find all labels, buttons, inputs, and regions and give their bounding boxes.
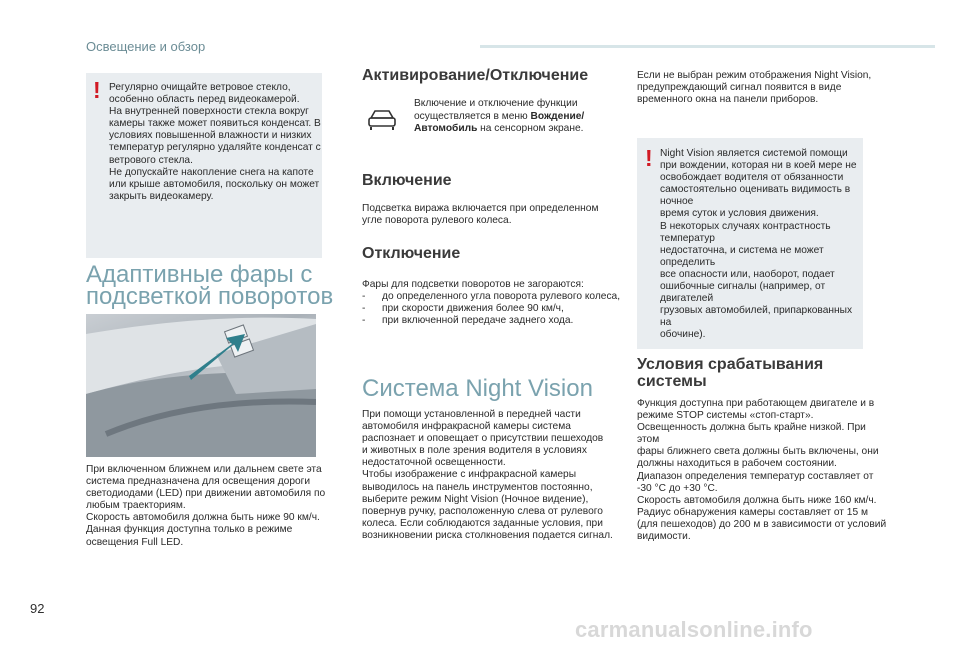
right-intro: Если не выбран режим отображения Night Vision, предупреждающий сигнал появится в виде временного окна на панели приборов.	[637, 70, 872, 106]
enable-title: Включение	[362, 172, 452, 189]
adaptive-lights-title	[86, 261, 334, 310]
header-rule	[480, 45, 935, 48]
adaptive-title-line1: Адаптивные фары с	[86, 261, 313, 288]
headlight-photo	[86, 314, 316, 457]
adaptive-title-line2: подсветкой поворотов	[86, 283, 334, 310]
right-warning-text: Night Vision является системой помощи при вождении, которая ни в коей мере не освобождает водителя от обязанности самостоятельно оценивать видимость в ночное время суток и условия движения. В некоторых случаях контрастность температур недостаточна, и система не может определить все опасности или, наоборот, подает ошибочные сигналы (например, от двигателей грузовых автомобилей, припаркованных на обочине).	[660, 148, 857, 341]
list-item: - при включенной передаче заднего хода.	[362, 315, 624, 327]
activation-title: Активирование/Отключение	[362, 67, 589, 84]
page-number: 92	[30, 601, 45, 616]
disable-intro: Фары для подсветки поворотов не загораются:	[362, 279, 584, 290]
adaptive-body: При включенном ближнем или дальнем свете эта система предназначена для освещения дороги светодиодами (LED) при движении автомобиля по любым траекториям. Скорость автомобиля должна быть ниже 90 км/ч. Данная функция доступна только в режиме освещения Full LED.	[86, 464, 326, 548]
watermark: carmanualsonline.info	[575, 617, 813, 642]
conditions-title-line1: Условия срабатывания	[637, 356, 824, 373]
car-icon	[366, 107, 398, 131]
warning-exclamation-icon: !	[93, 77, 101, 103]
headlight-illustration	[86, 314, 316, 457]
disable-title: Отключение	[362, 245, 461, 262]
conditions-title	[637, 356, 823, 390]
section-header-title: Освещение и обзор	[86, 39, 206, 54]
left-warning-text: Регулярно очищайте ветровое стекло, особенно область перед видеокамерой. На внутренней поверхности стекла вокруг камеры также может появиться конденсат. В условиях повышенной влажности и низких температур регулярно удаляйте конденсат с ветрового стекла. Не допускайте накопление снега на капоте или крыше автомобиля, поскольку он может закрыть видеокамеру.	[109, 82, 321, 202]
right-warning-box	[637, 138, 863, 349]
menu-path-bold: Вождение/ Автомобиль	[414, 110, 585, 135]
list-item: - при скорости движения более 90 км/ч,	[362, 303, 624, 315]
enable-body: Подсветка виража включается при определенном угле поворота рулевого колеса.	[362, 203, 599, 227]
night-vision-body: При помощи установленной в передней части автомобиля инфракрасной камеры система распознает и оповещает о присутствии пешеходов и животных в поле зрения водителя в условиях недостаточной освещенности. Чтобы изображение с инфракрасной камеры выводилось на панель инструментов постоянно, выберите режим Night Vision (Ночное видение), повернув ручку, расположенную слева от рулевого колеса. Если соблюдаются заданные условия, при возникновении риска столкновения подается сигнал.	[362, 409, 613, 541]
left-warning-box	[86, 73, 322, 258]
list-item: - до определенного угла поворота рулевого колеса,	[362, 291, 624, 303]
warning-exclamation-icon: !	[645, 145, 653, 171]
conditions-body: Функция доступна при работающем двигателе и в режиме STOP системы «стоп-старт». Освещенность должна быть крайне низкой. При этом фары ближнего света должны быть включены, они должны находиться в рабочем состоянии. Диапазон определения температур составляет от -30 °C до +30 °C. Скорость автомобиля должна быть ниже 160 км/ч. Радиус обнаружения камеры составляет от 15 м (для пешеходов) до 200 м в зависимости от условий видимости.	[637, 398, 887, 543]
night-vision-title: Система Night Vision	[362, 375, 593, 402]
conditions-title-line2: системы	[637, 373, 707, 390]
activation-text: Включение и отключение функции осуществляется в меню Вождение/ Автомобиль на сенсорном экране.	[414, 98, 585, 135]
disable-list	[362, 291, 624, 327]
